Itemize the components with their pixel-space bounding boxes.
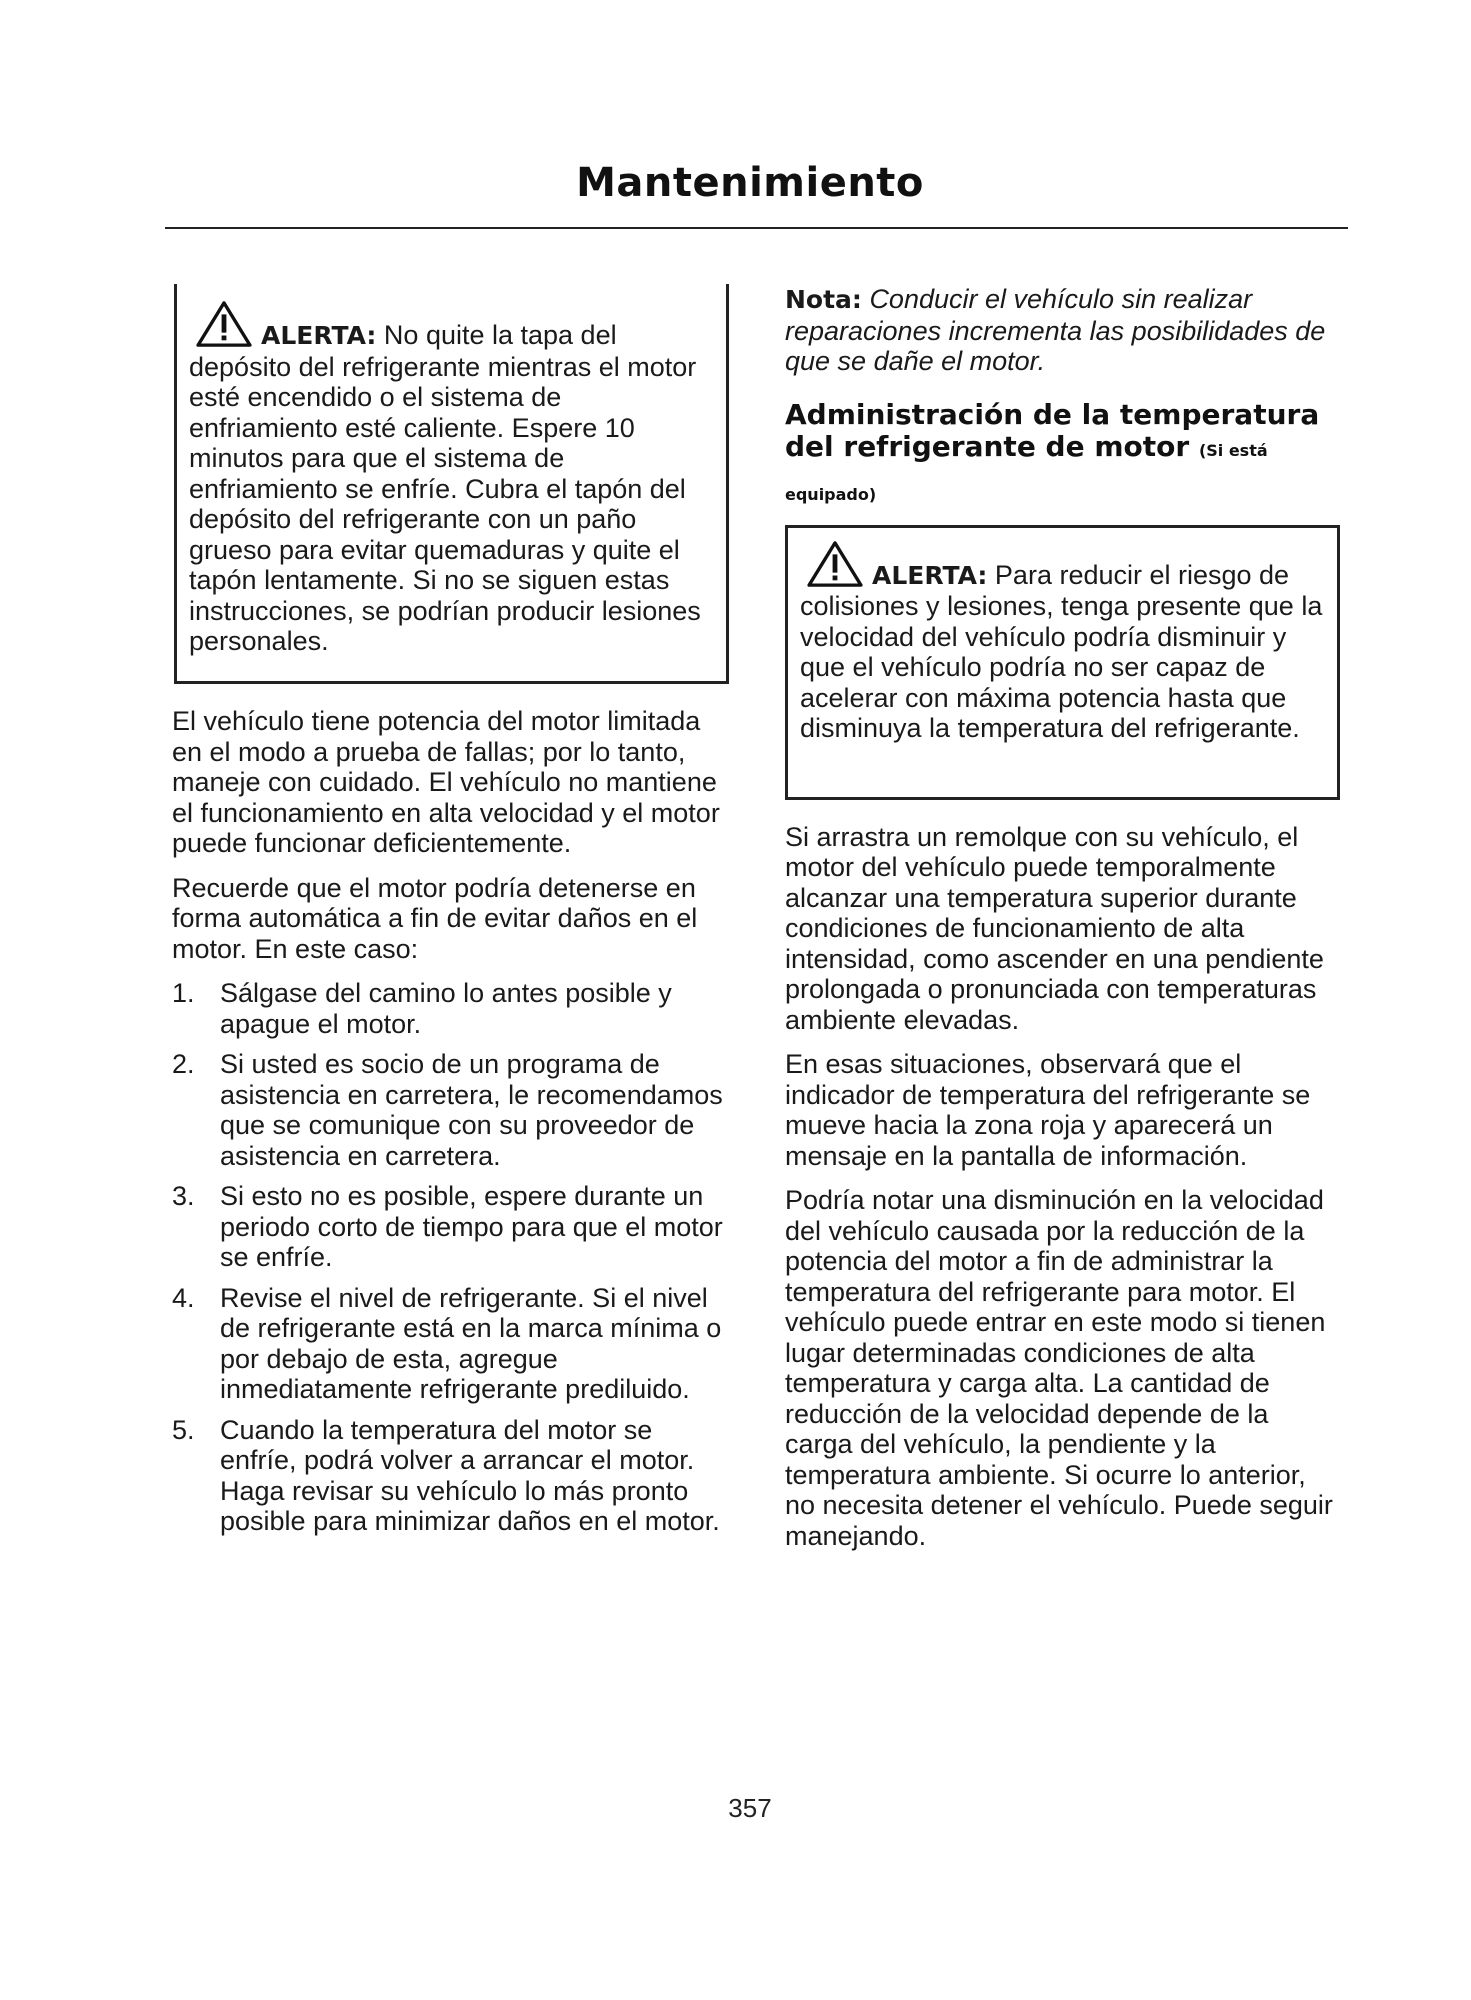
section-heading bbox=[785, 399, 1342, 511]
warning-triangle-icon bbox=[806, 540, 864, 588]
note-text: Conducir el vehículo sin realizar reparaciones incrementa las posibilidades de que se dañe el motor. bbox=[785, 284, 1326, 376]
note-label: Nota: bbox=[785, 285, 862, 314]
paragraph: Si arrastra un remolque con su vehículo, el motor del vehículo puede temporalmente alcanzar una temperatura superior durante condiciones de funcionamiento de alta intensidad, como ascender en una pendiente prolongada o pronunciada con temperaturas ambiente elevadas. bbox=[785, 821, 1324, 1035]
warning-triangle-icon bbox=[195, 300, 253, 348]
steps-list bbox=[172, 978, 729, 1537]
list-item bbox=[172, 1181, 729, 1273]
list-item bbox=[172, 978, 729, 1039]
page-number: 357 bbox=[728, 1793, 772, 1823]
alert-label: ALERTA: bbox=[261, 321, 377, 350]
paragraph: Recuerde que el motor podría detenerse en forma automática a fin de evitar daños en el motor. En este caso: bbox=[172, 872, 698, 964]
section-qualifier: (Si está bbox=[1198, 440, 1268, 460]
alert-label: ALERTA: bbox=[872, 560, 988, 590]
right-column bbox=[785, 284, 1342, 1565]
paragraph: El vehículo tiene potencia del motor limitada en el modo a prueba de fallas; por lo tanto, maneje con cuidado. El vehículo no mantiene el funcionamiento en alta velocidad y el motor puede funcionar deficientemente. bbox=[172, 706, 720, 858]
list-item-number: 5. bbox=[172, 1414, 195, 1445]
list-item-number: 4. bbox=[172, 1282, 195, 1313]
section-qualifier-cont: equipado) bbox=[785, 484, 877, 504]
note bbox=[785, 284, 1342, 377]
list-item bbox=[172, 1415, 729, 1537]
list-item bbox=[172, 1283, 729, 1405]
page-title: Mantenimiento bbox=[576, 160, 924, 206]
list-item-text: Sálgase del camino lo antes posible y apague el motor. bbox=[220, 978, 672, 1039]
list-item-number: 3. bbox=[172, 1181, 195, 1211]
list-item-text: Revise el nivel de refrigerante. Si el nivel de refrigerante está en la marca mínima o por debajo de esta, agregue inmediatamente refrigerante prediluido. bbox=[220, 1282, 722, 1404]
list-item-text: Si usted es socio de un programa de asistencia en carretera, le recomendamos que se comunique con su proveedor de asistencia en carretera. bbox=[220, 1049, 723, 1171]
section-heading-text: Administración de la temperatura del refrigerante de motor bbox=[785, 397, 1320, 463]
list-item-text: Si esto no es posible, espere durante un periodo corto de tiempo para que el motor se enfríe. bbox=[220, 1181, 723, 1272]
alert-box-temperature bbox=[785, 525, 1340, 800]
alert-text: No quite la tapa del depósito del refrigerante mientras el motor esté encendido o el sistema de enfriamiento esté caliente. Espere 10 minutos para que el sistema de enfriamiento se enfríe. Cubra el tapón del depósito del refrigerante con un paño grueso para evitar quemaduras y quite el tapón lentamente. Si no se siguen estas instrucciones, se podrían producir lesiones personales. bbox=[189, 320, 701, 656]
list-item-number: 1. bbox=[172, 978, 195, 1008]
paragraph: En esas situaciones, observará que el indicador de temperatura del refrigerante se mueve hacia la zona roja y aparecerá un mensaje en la pantalla de información. bbox=[785, 1049, 1311, 1171]
list-item-number: 2. bbox=[172, 1049, 195, 1079]
paragraph: Podría notar una disminución en la velocidad del vehículo causada por la reducción de la potencia del motor a fin de administrar la temperatura del refrigerante para motor. El vehículo puede entrar en este modo si tienen lugar determinadas condiciones de alta temperatura y carga alta. La cantidad de reducción de la velocidad depende de la carga del vehículo, la pendiente y la temperatura ambiente. Si ocurre lo anterior, no necesita detener el vehículo. Puede seguir manejando. bbox=[785, 1185, 1333, 1551]
header-divider bbox=[165, 227, 1348, 229]
alert-text: Para reducir el riesgo de colisiones y lesiones, tenga presente que la velocidad del vehículo podría disminuir y que el vehículo podría no ser capaz de acelerar con máxima potencia hasta que disminuya la temperatura del refrigerante. bbox=[800, 559, 1323, 743]
list-item bbox=[172, 1049, 729, 1171]
list-item-text: Cuando la temperatura del motor se enfríe, podrá volver a arrancar el motor. Haga revisar su vehículo lo más pronto posible para minimizar daños en el motor. bbox=[220, 1414, 720, 1536]
left-column bbox=[172, 284, 729, 1547]
alert-box-coolant-cap bbox=[174, 284, 729, 684]
